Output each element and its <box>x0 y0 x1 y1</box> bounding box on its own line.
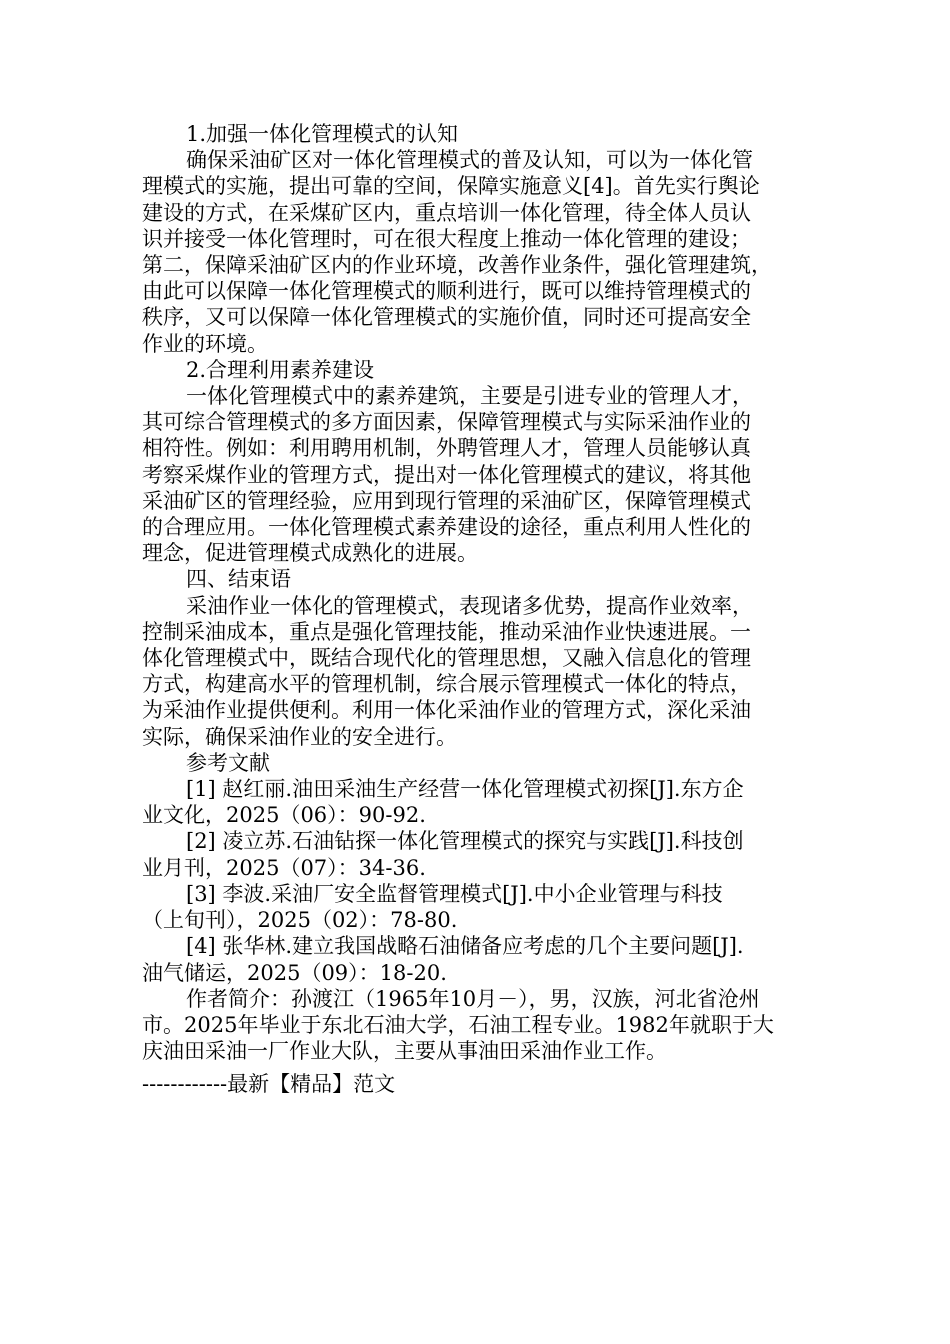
paragraph-line: 实际，确保采油作业的安全进行。 <box>142 724 457 749</box>
reference-line: [4] 张华林.建立我国战略石油储备应考虑的几个主要问题[J]. <box>186 934 744 959</box>
paragraph-line: 考察采煤作业的管理方式，提出对一体化管理模式的建议，将其他 <box>142 462 751 487</box>
section-heading-1: 1.加强一体化管理模式的认知 <box>186 122 459 146</box>
paragraph-line: 秩序，又可以保障一体化管理模式的实施价值，同时还可提高安全 <box>142 305 751 330</box>
section-heading-conclusion: 四、结束语 <box>186 567 291 592</box>
paragraph-line: 由此可以保障一体化管理模式的顺利进行，既可以维持管理模式的 <box>142 279 751 304</box>
paragraph-2 <box>142 383 802 566</box>
references-heading: 参考文献 <box>186 750 270 775</box>
paragraph-line: 一体化管理模式中的素养建筑，主要是引进专业的管理人才， <box>186 384 753 409</box>
references-list <box>142 776 802 986</box>
paragraph-conclusion <box>142 593 802 750</box>
paragraph-line: 第二，保障采油矿区内的作业环境，改善作业条件，强化管理建筑， <box>142 253 772 278</box>
paragraph-line: 控制采油成本，重点是强化管理技能，推动采油作业快速进展。一 <box>142 619 751 644</box>
reference-line: 油气储运，2025（09）：18-20. <box>142 960 447 985</box>
reference-line: [1] 赵红丽.油田采油生产经营一体化管理模式初探[J].东方企 <box>186 777 744 802</box>
reference-line: 业月刊，2025（07）：34-36. <box>142 855 426 880</box>
paragraph-line: 的合理应用。一体化管理模式素养建设的途径，重点利用人性化的 <box>142 515 751 540</box>
author-line: 庆油田采油一厂作业大队，主要从事油田采油作业工作。 <box>142 1039 667 1064</box>
paragraph-line: 方式，构建高水平的管理机制，综合展示管理模式一体化的特点， <box>142 672 751 697</box>
paragraph-line: 作业的环境。 <box>142 331 268 356</box>
paragraph-line: 理念，促进管理模式成熟化的进展。 <box>142 541 478 566</box>
section-heading-2: 2.合理利用素养建设 <box>186 357 375 382</box>
paragraph-line: 建设的方式，在采煤矿区内，重点培训一体化管理，待全体人员认 <box>142 200 751 225</box>
footer-tagline: ------------最新【精品】范文 <box>142 1072 396 1096</box>
reference-item <box>142 776 802 828</box>
reference-line: （上旬刊），2025（02）：78-80. <box>142 908 458 933</box>
author-line: 市。2025年毕业于东北石油大学，石油工程专业。1982年就职于大 <box>142 1012 774 1037</box>
reference-item <box>142 933 802 985</box>
paragraph-line: 体化管理模式中，既结合现代化的管理思想，又融入信息化的管理 <box>142 646 751 671</box>
reference-item <box>142 881 802 933</box>
paragraph-line: 为采油作业提供便利。利用一体化采油作业的管理方式，深化采油 <box>142 698 751 723</box>
reference-item <box>142 828 802 880</box>
paragraph-line: 采油矿区的管理经验，应用到现行管理的采油矿区，保障管理模式 <box>142 488 751 513</box>
paragraph-line: 识并接受一体化管理时，可在很大程度上推动一体化管理的建设； <box>142 226 751 251</box>
paragraph-line: 采油作业一体化的管理模式，表现诸多优势，提高作业效率， <box>186 593 753 618</box>
reference-line: [3] 李波.采油厂安全监督管理模式[J].中小企业管理与科技 <box>186 881 723 906</box>
author-line: 作者简介：孙渡江（1965年10月－），男，汉族，河北省沧州 <box>186 986 760 1011</box>
reference-line: 业文化，2025（06）：90-92. <box>142 803 426 828</box>
paragraph-1 <box>142 147 802 357</box>
paragraph-line: 其可综合管理模式的多方面因素，保障管理模式与实际采油作业的 <box>142 410 751 435</box>
author-bio <box>142 986 802 1065</box>
paragraph-line: 相符性。例如：利用聘用机制，外聘管理人才，管理人员能够认真 <box>142 436 751 461</box>
paragraph-line: 确保采油矿区对一体化管理模式的普及认知，可以为一体化管 <box>186 148 753 173</box>
reference-line: [2] 凌立苏.石油钻探一体化管理模式的探究与实践[J].科技创 <box>186 829 744 854</box>
document-body <box>142 121 802 1064</box>
paragraph-line: 理模式的实施，提出可靠的空间，保障实施意义[4]。首先实行舆论 <box>142 174 760 199</box>
